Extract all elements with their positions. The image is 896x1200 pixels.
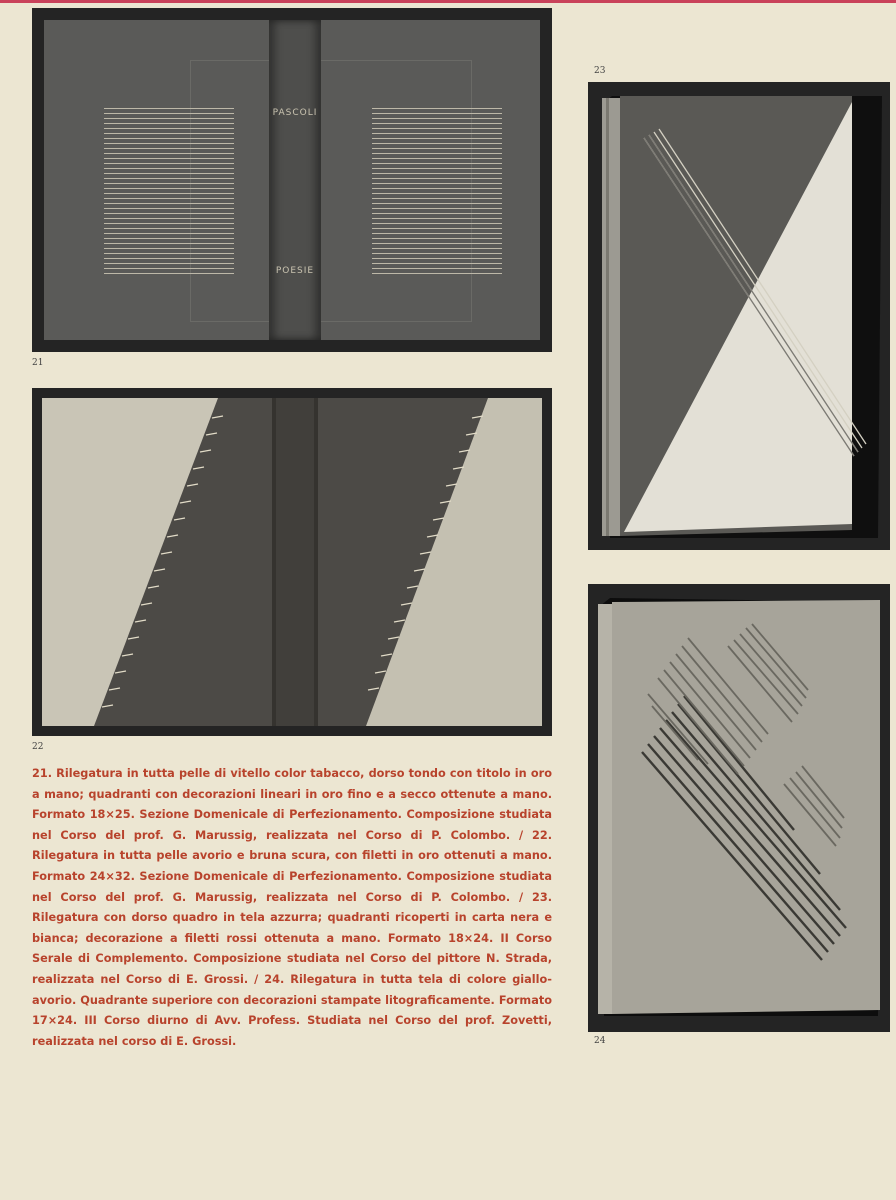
spine-subtitle: POESIE bbox=[275, 266, 315, 276]
figure-22-photo bbox=[32, 388, 552, 736]
figure-23-drawing bbox=[588, 82, 890, 550]
figure-number-21: 21 bbox=[32, 358, 44, 368]
figure-22-drawing bbox=[32, 388, 552, 736]
figure-21-photo bbox=[32, 8, 552, 352]
figure-number-24: 24 bbox=[594, 1036, 606, 1046]
gold-line-panel-left bbox=[104, 108, 234, 276]
figure-24-drawing bbox=[588, 584, 890, 1032]
figure-caption: 21. Rilegatura in tutta pelle di vitello color tabacco, dorso tondo con titolo in oro a mano; quadranti con decorazioni lineari in oro fino e a secco ottenute a mano. Formato 18×25. Sezione Domenicale di Perfezionamento. Composizione studiata nel Corso del prof. G. Marussig, realizzata nel Corso di P. Colombo. / 22. Rilegatura in tutta pelle avorio e bruna scura, con filetti in oro ottenuti a mano. Formato 24×32. Sezione Domenicale di Perfezionamento. Composizione studiata nel Corso del prof. G. Marussig, realizzata nel Corso di P. Colombo. / 23. Rilegatura con dorso quadro in tela azzurra; quadranti ricoperti in carta nera e bianca; decorazione a filetti rossi ottenuta a mano. Formato 18×24. II Corso Serale di Complemento. Composizione studiata nel Corso del pittore N. Strada, realizzata nel Corso di E. Grossi. / 24. Rilegatura in tutta tela di colore giallo-avorio. Quadrante superiore con decorazioni stampate litograficamente. Formato 17×24. III Corso diurno di Avv. Profess. Studiata nel Corso del prof. Zovetti, realizzata nel corso di E. Grossi. bbox=[32, 767, 552, 1048]
book-cover-boards bbox=[44, 20, 540, 340]
gold-line-panel-right bbox=[372, 108, 502, 276]
spine-title: PASCOLI bbox=[272, 108, 318, 118]
top-edge-stripe bbox=[0, 0, 896, 3]
figure-23-photo bbox=[588, 82, 890, 550]
figure-24-photo bbox=[588, 584, 890, 1032]
book-spine bbox=[269, 20, 321, 340]
figure-number-23: 23 bbox=[594, 66, 606, 76]
figure-number-22: 22 bbox=[32, 742, 44, 752]
